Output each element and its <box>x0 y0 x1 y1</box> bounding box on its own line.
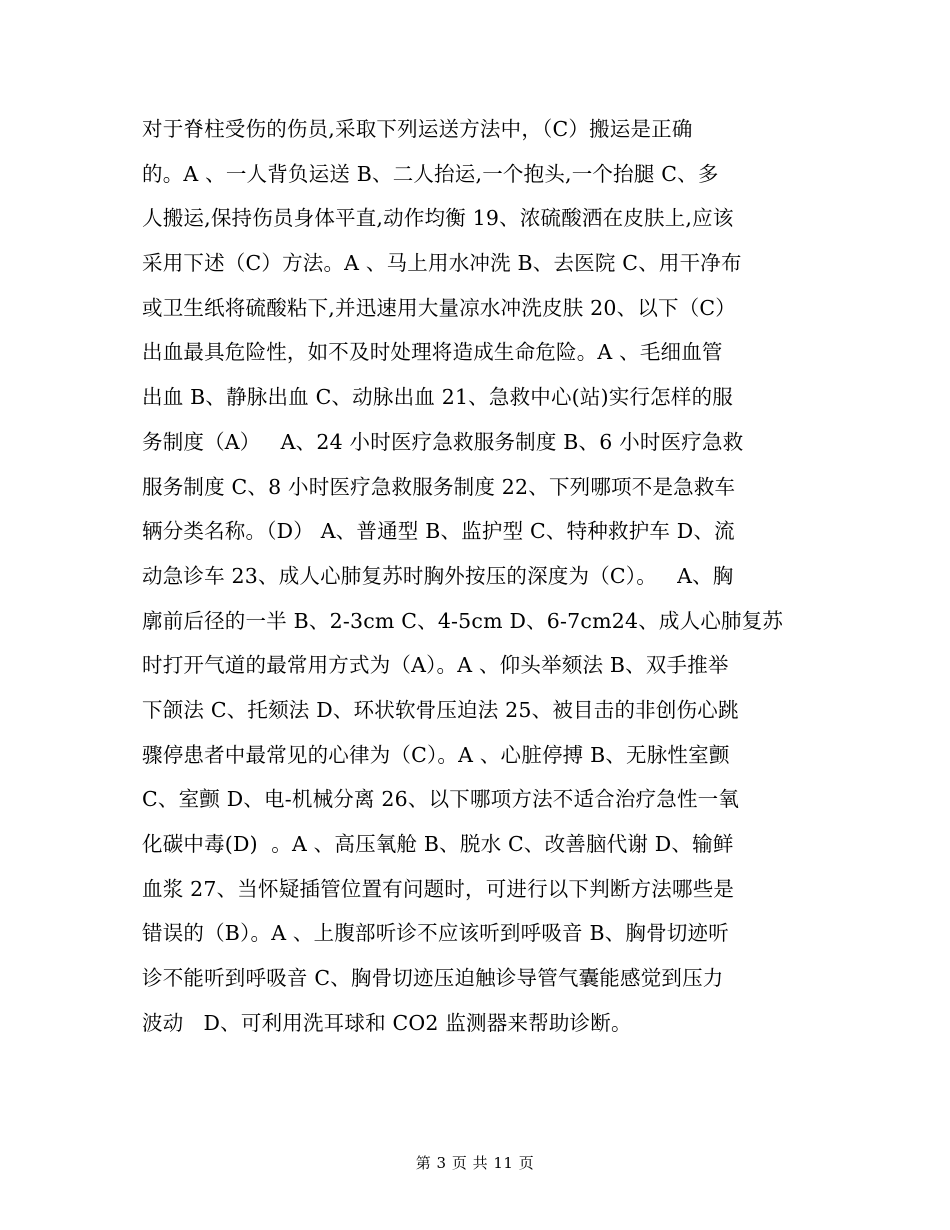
text-line: 或卫生纸将硫酸粘下,并迅速用大量凉水冲洗皮肤 20、以下（C） <box>142 295 737 320</box>
text-line: 血浆 27、当怀疑插管位置有问题时，可进行以下判断方法哪些是 <box>142 876 735 901</box>
text-line: 服务制度 C、8 小时医疗急救服务制度 22、下列哪项不是急救车 <box>142 474 736 499</box>
text-line: 出血 B、静脉出血 C、动脉出血 21、急救中心(站)实行怎样的服 <box>142 385 733 410</box>
text-line: 错误的（B）。A 、上腹部听诊不应该听到呼吸音 B、胸骨切迹听 <box>142 921 729 946</box>
text-line: 波动 D、可利用洗耳球和 CO2 监测器来帮助诊断。 <box>142 1010 632 1035</box>
text-line: 务制度（A） A、24 小时医疗急救服务制度 B、6 小时医疗急救 <box>142 429 744 454</box>
text-line: 下颌法 C、托颏法 D、环状软骨压迫法 25、被目击的非创伤心跳 <box>142 697 739 722</box>
text-line: 的。A 、一人背负运送 B、二人抬运,一个抱头,一个抬腿 C、多 <box>142 161 719 186</box>
text-line: 骤停患者中最常见的心律为（C）。A 、心脏停搏 B、无脉性室颤 <box>142 742 730 767</box>
text-line: 动急诊车 23、成人心肺复苏时胸外按压的深度为（C）。 A、胸 <box>142 563 734 588</box>
text-line: 出血最具危险性，如不及时处理将造成生命危险。A 、毛细血管 <box>142 340 723 365</box>
text-line: C、室颤 D、电-机械分离 26、以下哪项方法不适合治疗急性一氧 <box>142 787 740 812</box>
text-line: 辆分类名称。（D） A、普通型 B、监护型 C、特种救护车 D、流 <box>142 519 735 544</box>
text-line: 人搬运,保持伤员身体平直,动作均衡 19、浓硫酸洒在皮肤上,应该 <box>142 206 734 231</box>
page-number-footer: 第 3 页 共 11 页 <box>415 1154 535 1172</box>
text-line: 采用下述（C）方法。A 、马上用水冲洗 B、去医院 C、用干净布 <box>142 251 742 276</box>
text-line: 化碳中毒(D) 。A 、高压氧舱 B、脱水 C、改善脑代谢 D、输鲜 <box>142 832 734 856</box>
text-line: 诊不能听到呼吸音 C、胸骨切迹压迫触诊导管气囊能感觉到压力 <box>142 966 724 991</box>
document-body <box>142 107 822 1045</box>
text-line: 廓前后径的一半 B、2-3cm C、4-5cm D、6-7cm24、成人心肺复苏 <box>142 608 784 633</box>
text-line: 对于脊柱受伤的伤员,采取下列运送方法中，（C）搬运是正确 <box>142 117 693 141</box>
text-line: 时打开气道的最常用方式为（A）。A 、仰头举颏法 B、双手推举 <box>142 653 729 678</box>
